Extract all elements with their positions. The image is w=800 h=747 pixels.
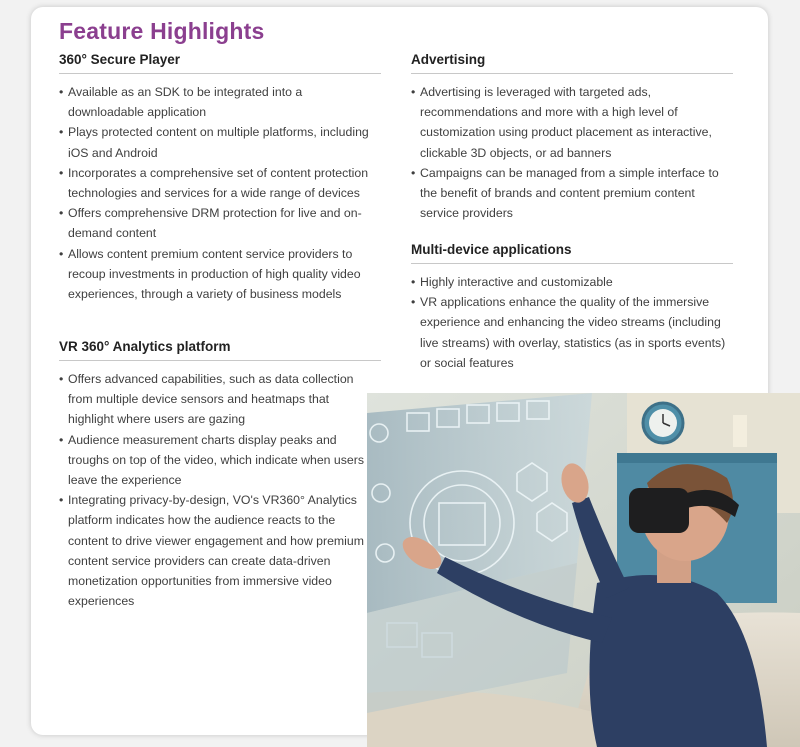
hologram-panel: [367, 393, 592, 713]
section-heading-secure-player: 360° Secure Player: [59, 52, 381, 74]
vr-user-photo: [367, 393, 800, 747]
list-item: • Campaigns can be managed from a simple interface to the benefit of brands and content premium content service providers: [411, 163, 733, 224]
vr-headset-icon: [629, 488, 689, 533]
section-heading-multi-device: Multi-device applications: [411, 242, 733, 264]
list-item: • Integrating privacy-by-design, VO's VR360° Analytics platform indicates how the audience reacts to the content to drive viewer engagement and how premium content service providers can create data-driven monetization opportunities from immersive video experiences: [59, 490, 369, 611]
list-item: • Allows content premium content service providers to recoup investments in production of high quality video experiences, through a variety of business models: [59, 244, 375, 305]
list-item: • Audience measurement charts display peaks and troughs on top of the video, which indicate when users leave the experience: [59, 430, 369, 491]
list-item: • Offers comprehensive DRM protection for live and on-demand content: [59, 203, 375, 243]
section-heading-advertising: Advertising: [411, 52, 733, 74]
advertising-list: [411, 82, 733, 223]
analytics-list: [59, 369, 369, 611]
multi-device-list: [411, 272, 733, 373]
vr-illustration: [367, 393, 800, 747]
list-item: • Offers advanced capabilities, such as data collection from multiple device sensors and heatmaps that highlight where users are gazing: [59, 369, 369, 430]
section-heading-analytics: VR 360° Analytics platform: [59, 339, 381, 361]
list-item: • Highly interactive and customizable: [411, 272, 733, 292]
secure-player-list: [59, 82, 375, 304]
list-item: • Advertising is leveraged with targeted ads, recommendations and more with a high level of customization using product placement as interactive, clickable 3D objects, or ad banners: [411, 82, 733, 163]
list-item: • Plays protected content on multiple platforms, including iOS and Android: [59, 122, 375, 162]
list-item: • Available as an SDK to be integrated into a downloadable application: [59, 82, 375, 122]
list-item: • VR applications enhance the quality of the immersive experience and enhancing the video streams (including live streams) with overlay, statistics (as in sports events) or social features: [411, 292, 733, 373]
list-item: • Incorporates a comprehensive set of content protection technologies and services for a wide range of devices: [59, 163, 375, 203]
page-title: Feature Highlights: [59, 18, 265, 44]
